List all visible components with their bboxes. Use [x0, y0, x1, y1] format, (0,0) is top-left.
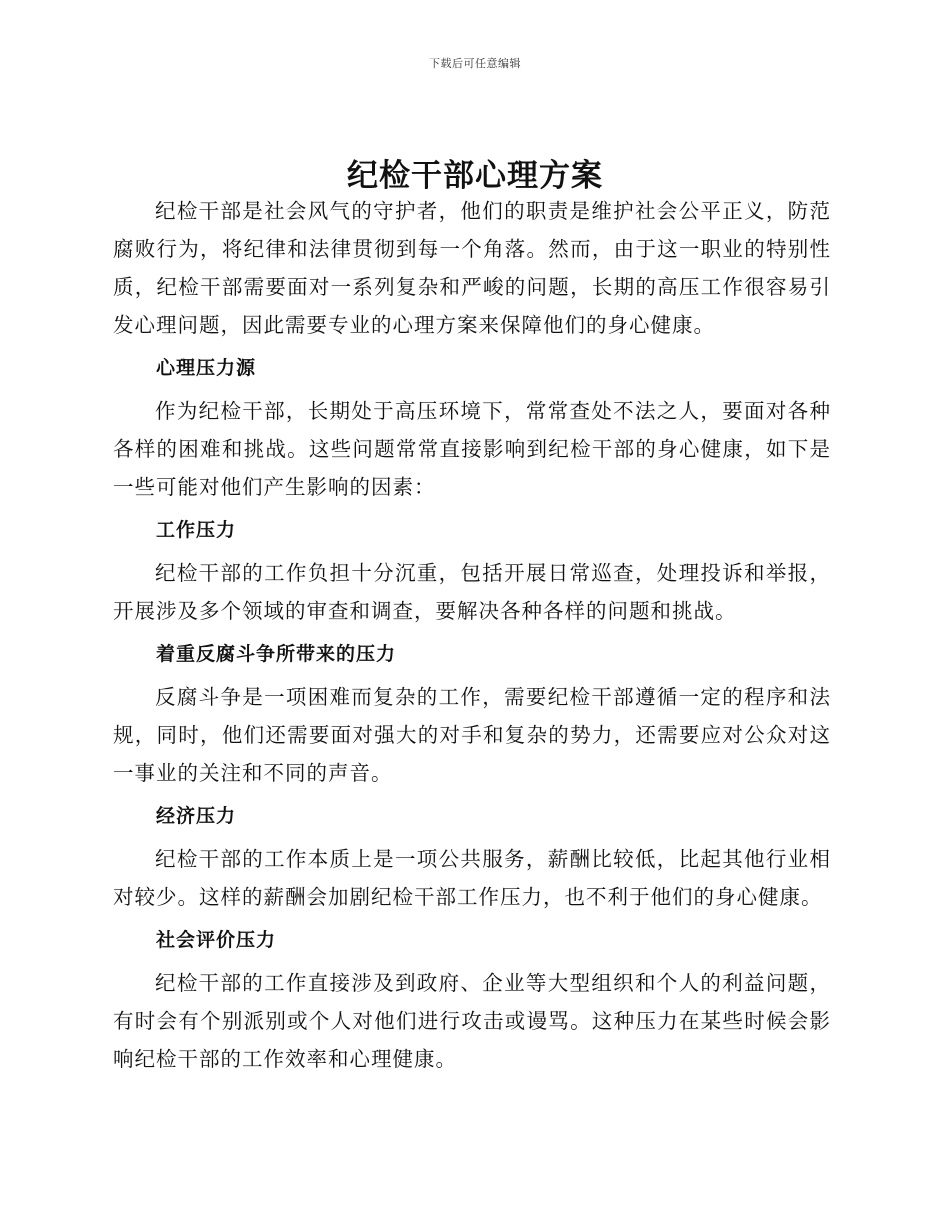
section-paragraph-stress-sources: 作为纪检干部，长期处于高压环境下，常常查处不法之人，要面对各种各样的困难和挑战。这些问题常常直接影响到纪检干部的身心健康，如下是一些可能对他们产生影响的因素： [113, 399, 831, 499]
intro-paragraph: 纪检干部是社会风气的守护者，他们的职责是维护社会公平正义，防范腐败行为，将纪律和法律贯彻到每一个角落。然而，由于这一职业的特别性质，纪检干部需要面对一系列复杂和严峻的问题，长期的高压工作很容易引发心理问题，因此需要专业的心理方案来保障他们的身心健康。 [113, 199, 831, 337]
section-heading-social-evaluation-pressure: 社会评价压力 [156, 929, 277, 951]
section-paragraph-work-pressure: 纪检干部的工作负担十分沉重，包括开展日常巡查，处理投诉和举报，开展涉及多个领域的审查和调查，要解决各种各样的问题和挑战。 [113, 561, 831, 623]
section-heading-stress-sources: 心理压力源 [156, 357, 257, 379]
header-note: 下载后可任意编辑 [429, 57, 521, 70]
section-paragraph-social-evaluation-pressure: 纪检干部的工作直接涉及到政府、企业等大型组织和个人的利益问题，有时会有个别派别或个人对他们进行攻击或谩骂。这种压力在某些时候会影响纪检干部的工作效率和心理健康。 [113, 971, 831, 1071]
section-heading-anticorruption-pressure: 着重反腐斗争所带来的压力 [156, 643, 397, 665]
section-paragraph-economic-pressure: 纪检干部的工作本质上是一项公共服务，薪酬比较低，比起其他行业相对较少。这样的薪酬会加剧纪检干部工作压力，也不利于他们的身心健康。 [113, 847, 831, 909]
document-title: 纪检干部心理方案 [347, 158, 603, 194]
section-heading-economic-pressure: 经济压力 [156, 805, 237, 827]
section-paragraph-anticorruption-pressure: 反腐斗争是一项困难而复杂的工作，需要纪检干部遵循一定的程序和法规，同时，他们还需要面对强大的对手和复杂的势力，还需要应对公众对这一事业的关注和不同的声音。 [113, 685, 831, 785]
document-body [113, 192, 831, 1083]
section-heading-work-pressure: 工作压力 [156, 519, 237, 541]
